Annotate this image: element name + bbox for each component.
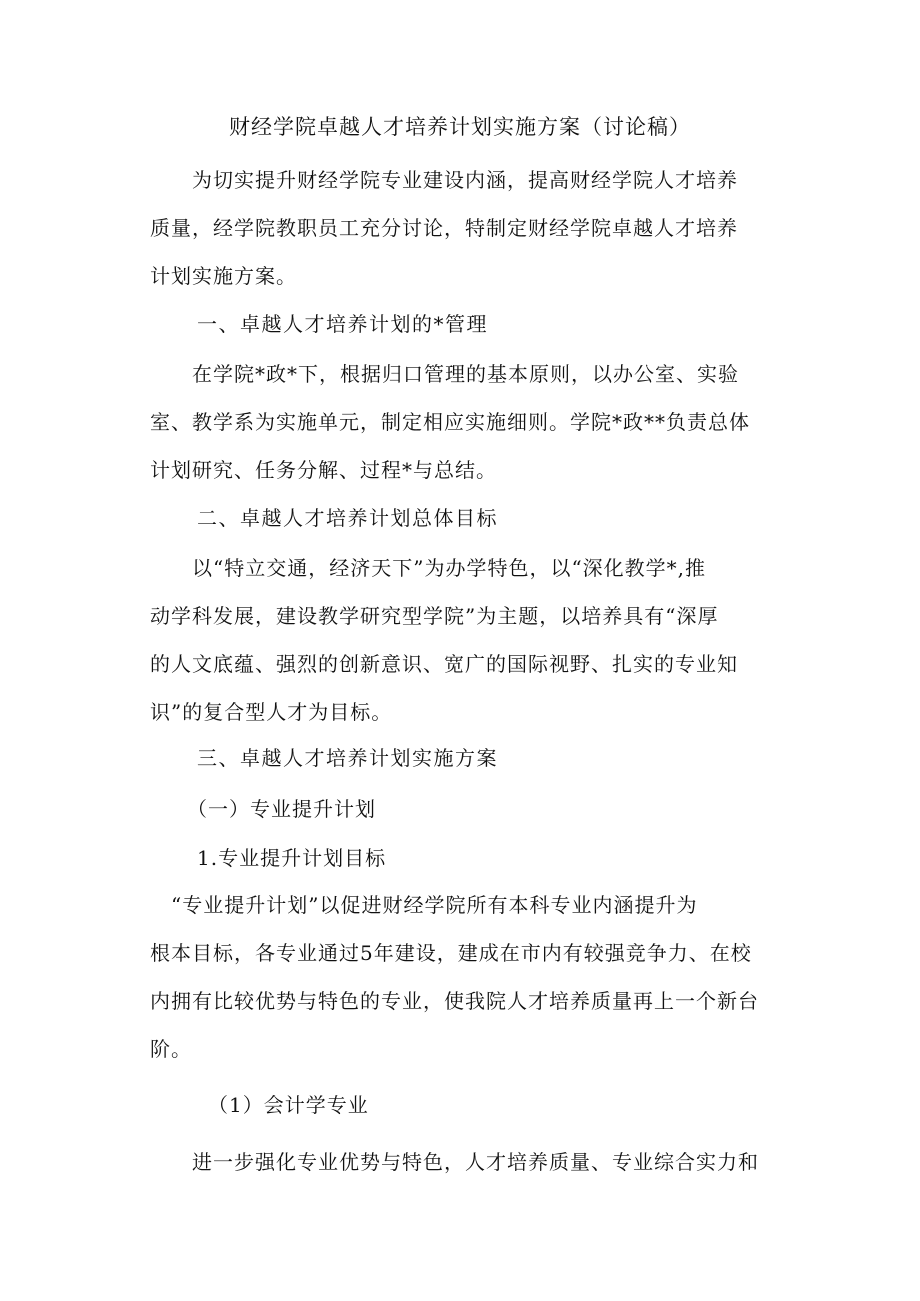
section-heading-3: 三、卓越人才培养计划实施方案	[197, 746, 498, 770]
sub-subsection-heading: 1.专业提升计划目标	[197, 846, 387, 870]
text-line: 识”的复合型人才为目标。	[150, 700, 393, 724]
text-line: 动学科发展，建设教学研究型学院”为主题，以培养具有“深厚	[150, 604, 719, 628]
text-line: 计划实施方案。	[150, 264, 297, 288]
text-line: 在学院*政*下，根据归口管理的基本原则，以办公室、实验	[150, 362, 739, 386]
text-line: 进一步强化专业优势与特色，人才培养质量、专业综合实力和	[150, 1150, 759, 1174]
text-line: “专业提升计划”以促进财经学院所有本科专业内涵提升为	[150, 893, 698, 917]
subsection-heading: （一）专业提升计划	[187, 797, 376, 821]
document-title: 财经学院卓越人才培养计划实施方案（讨论稿）	[229, 115, 691, 139]
text-line: 质量，经学院教职员工充分讨论，特制定财经学院卓越人才培养	[150, 216, 738, 240]
section3-item-paragraph	[150, 1138, 770, 1186]
text-line: 阶。	[150, 1037, 192, 1061]
text-line: 为切实提升财经学院专业建设内涵，提高财经学院人才培养	[150, 168, 738, 192]
text-line: 计划研究、任务分解、过程*与总结。	[150, 458, 497, 482]
section2-paragraph	[150, 544, 770, 736]
item-heading: （1）会计学专业	[208, 1093, 369, 1117]
text-line: 以“特立交通，经济天下”为办学特色，以“深化教学*,推	[150, 556, 707, 580]
intro-paragraph	[150, 156, 770, 300]
text-line: 室、教学系为实施单元，制定相应实施细则。学院*政**负责总体	[150, 410, 750, 434]
section-heading-1: 一、卓越人才培养计划的*管理	[197, 312, 488, 336]
section-heading-2: 二、卓越人才培养计划总体目标	[197, 506, 498, 530]
section3-paragraph	[150, 881, 770, 1073]
text-line: 内拥有比较优势与特色的专业，使我院人才培养质量再上一个新台	[150, 989, 759, 1013]
text-line: 的人文底蕴、强烈的创新意识、宽广的国际视野、扎实的专业知	[150, 652, 738, 676]
section1-paragraph	[150, 350, 770, 494]
text-line: 根本目标，各专业通过5年建设，建成在市内有较强竞争力、在校	[150, 941, 752, 965]
